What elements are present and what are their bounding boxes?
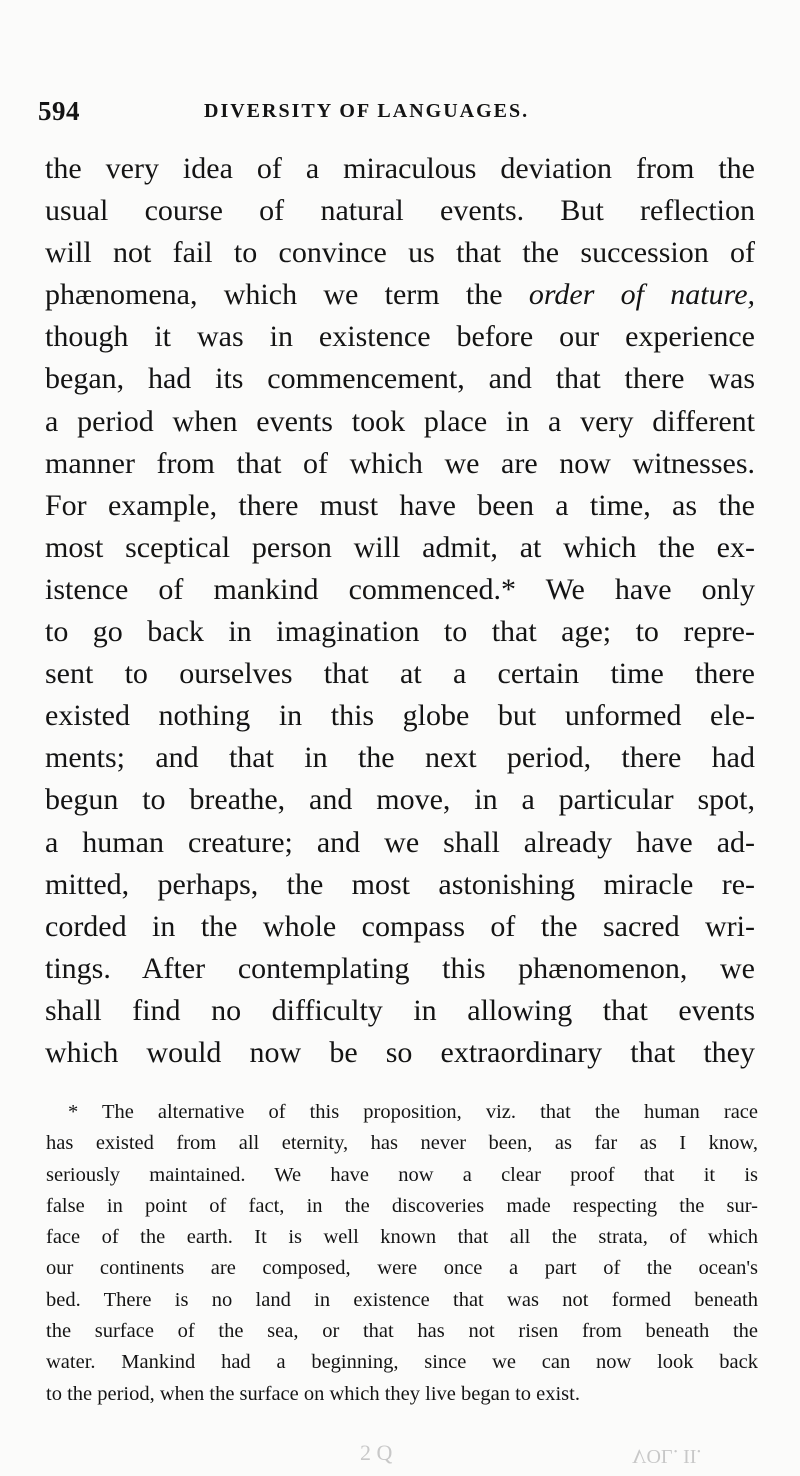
body-line: a human creature; and we shall already have ad- [45,825,755,859]
footnote-line: seriously maintained. We have now a clear proof that it is [46,1163,758,1186]
running-head: DIVERSITY OF LANGUAGES. [204,100,530,122]
body-line: which would now be so extraordinary that they [45,1035,755,1069]
body-line: shall find no difficulty in allowing that events [45,993,755,1027]
signature-mark: 2 Q [360,1440,393,1465]
footnote-line: false in point of fact, in the discoveries made respecting the sur- [46,1194,758,1217]
body-line: For example, there must have been a time, as the [45,488,755,522]
footnote-line: bed. There is no land in existence that was not formed beneath [46,1288,758,1311]
body-line: ments; and that in the next period, there had [45,741,755,775]
body-line: manner from that of which we are now witnesses. [45,446,755,480]
page-header [38,96,758,136]
body-line: a period when events took place in a very different [45,404,755,438]
footnote-line: has existed from all eternity, has never been, as far as I know, [46,1132,758,1155]
footnote [46,1097,758,1410]
page-number: 594 [38,96,80,126]
body-line-text: phænomena, which we term the [45,278,503,312]
footnote-line: water. Mankind had a beginning, since we can now look back [46,1351,758,1374]
footnote-line: our continents are composed, were once a part of the ocean's [46,1257,758,1280]
body-line: the very idea of a miraculous deviation from the [45,152,755,185]
body-line: usual course of natural events. But reflection [45,194,755,228]
body-line-with-italic [45,274,755,316]
body-line: will not fail to convince us that the succession of [45,236,755,270]
body-line: existed nothing in this globe but unformed ele- [45,699,755,733]
body-line: though it was in existence before our experience [45,320,755,354]
body-line: to go back in imagination to that age; to repre- [45,615,755,649]
footnote-line: to the period, when the surface on which they live began to exist. [46,1382,580,1405]
footnote-line: face of the earth. It is well known that all the strata, of which [46,1226,758,1249]
footnote-line: * The alternative of this proposition, viz. that the human race [68,1101,758,1123]
body-line: corded in the whole compass of the sacred wri- [45,909,755,943]
body-line: began, had its commencement, and that there was [45,362,755,396]
body-text [45,148,755,1074]
body-line: tings. After contemplating this phænomenon, we [45,951,755,985]
body-line: istence of mankind commenced.* We have only [45,572,755,606]
italic-phrase: order of nature, [528,278,756,312]
body-line: mitted, perhaps, the most astonishing miracle re- [45,867,755,901]
footnote-line: the surface of the sea, or that has not risen from beneath the [46,1320,758,1343]
body-line: sent to ourselves that at a certain time there [45,657,755,691]
volume-mark: VOL. II. [632,1445,702,1467]
body-line: begun to breathe, and move, in a particular spot, [45,783,755,817]
body-line: most sceptical person will admit, at which the ex- [45,530,755,564]
